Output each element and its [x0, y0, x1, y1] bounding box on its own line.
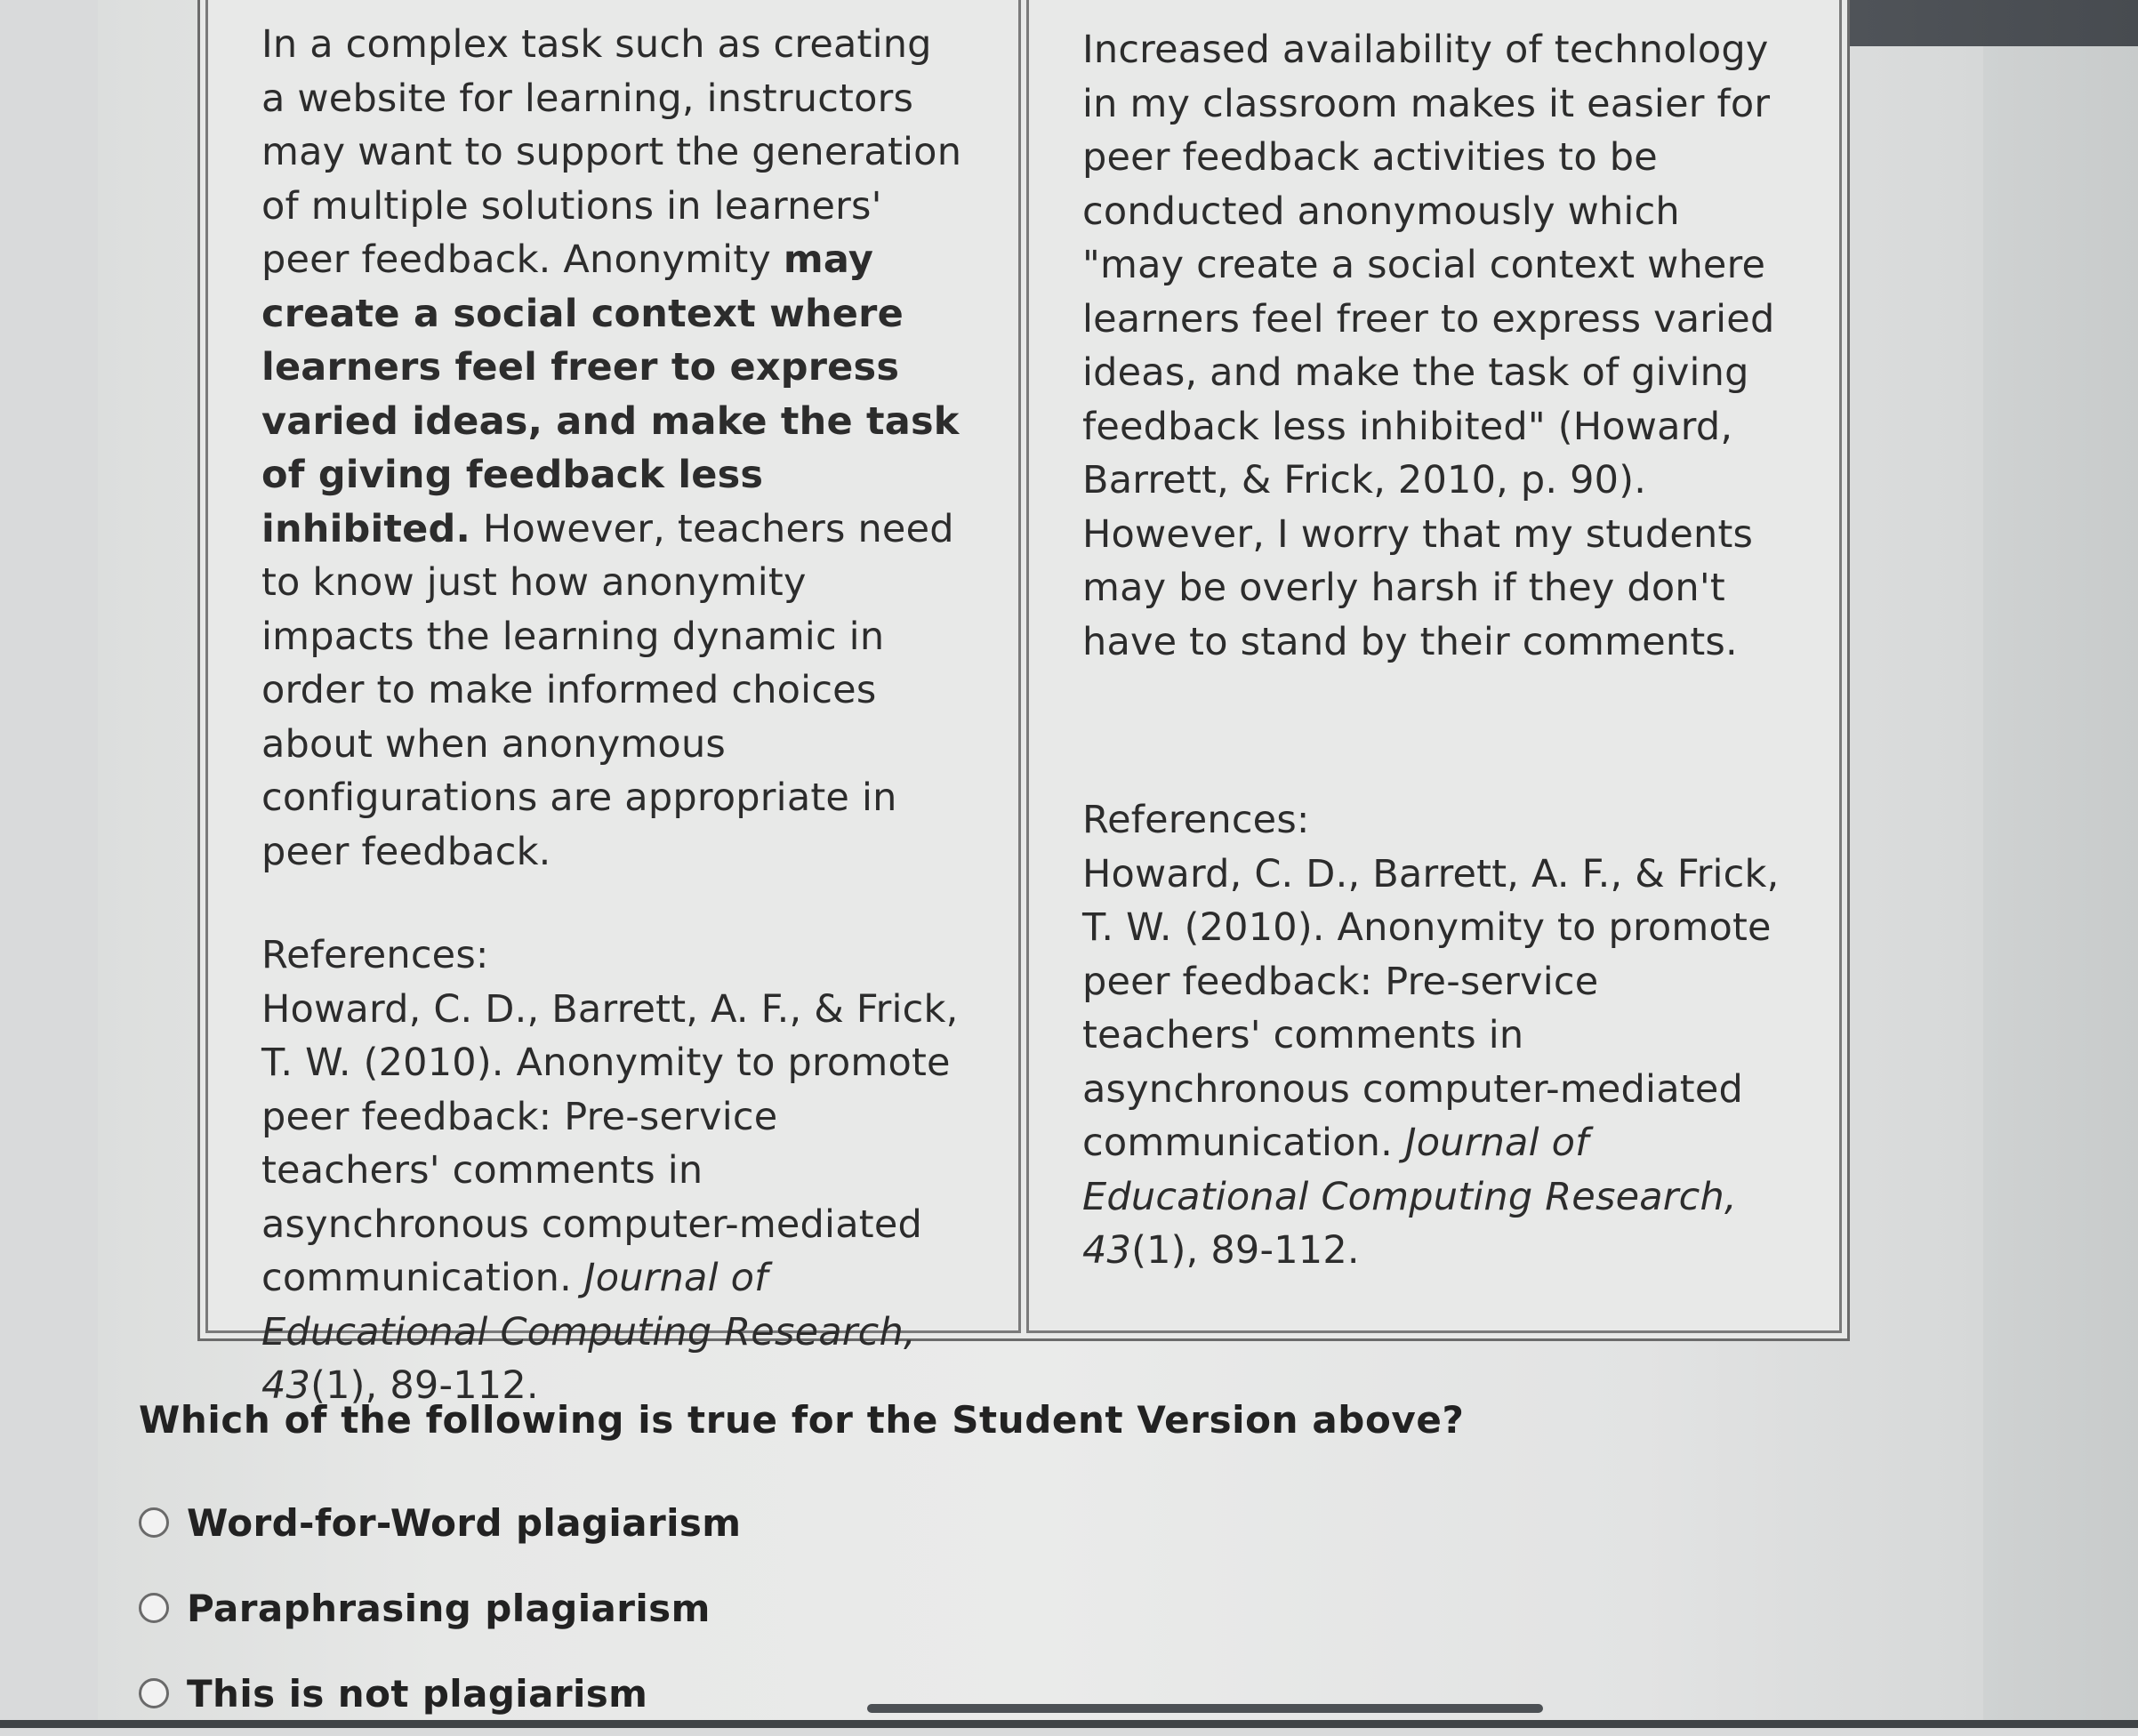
citation-journal: Journal of Educational Computing Research, 43	[261, 1256, 916, 1408]
student-version-text	[261, 18, 965, 879]
student-bold-passage: may create a social context where learners feel freer to express varied ideas, and make the task of giving feedback less inhibited.	[261, 237, 960, 551]
option-word-for-word[interactable]	[139, 1480, 741, 1565]
reference-citation	[261, 983, 965, 1413]
references-heading: References:	[261, 933, 489, 977]
source-references	[1082, 793, 1786, 1278]
screen-edge	[1983, 0, 2138, 1728]
citation-issue: (1), 89-112.	[310, 1363, 539, 1408]
option-label: Word-for-Word plagiarism	[187, 1500, 742, 1545]
source-version-text: Increased availability of technology in my classroom makes it easier for peer feedback activities to be conducted anonymously which "may create a social context where learners feel freer to express varied ideas, and make the task of giving feedback less inhibited" (Howard, Barrett, & Frick, 2010, p. 90). However, I worry that my students may be overly harsh if they don't have to stand by their comments.	[1082, 28, 1775, 664]
radio-button[interactable]	[139, 1593, 169, 1623]
references-heading: References:	[1082, 798, 1310, 842]
scroll-indicator[interactable]	[867, 1704, 1543, 1713]
question-prompt: Which of the following is true for the Student Version above?	[139, 1398, 1465, 1442]
answer-options	[139, 1480, 741, 1736]
option-label: Paraphrasing plagiarism	[187, 1586, 711, 1630]
citation-journal: Journal of Educational Computing Research, 43	[1082, 1121, 1737, 1273]
student-intro: In a complex task such as creating a website for learning, instructors may want to support the generation of multiple solutions in learners' peer feedback. Anonymity	[261, 22, 962, 282]
option-label: This is not plagiarism	[187, 1671, 648, 1716]
source-version-cell	[1026, 0, 1842, 1333]
reference-citation	[1082, 848, 1786, 1278]
student-version-cell	[205, 0, 1021, 1408]
screen-bottom-edge	[0, 1720, 2138, 1728]
citation-authors: Howard, C. D., Barrett, A. F., & Frick, T. W. (2010). Anonymity to promote peer feedback: Pre-service teachers' comments in asynchronous computer-mediated communication.	[261, 986, 959, 1300]
citation-issue: (1), 89-112.	[1131, 1228, 1360, 1273]
student-references	[261, 928, 965, 1413]
comparison-table	[197, 0, 1850, 1408]
student-rest: However, teachers need to know just how anonymity impacts the learning dynamic in order to make informed choices about when anonymous configurations are appropriate in peer feedback.	[261, 506, 954, 874]
option-paraphrasing[interactable]	[139, 1565, 741, 1651]
radio-button[interactable]	[139, 1507, 169, 1538]
radio-button[interactable]	[139, 1678, 169, 1708]
citation-authors: Howard, C. D., Barrett, A. F., & Frick, T. W. (2010). Anonymity to promote peer feedback: Pre-service teachers' comments in asynchronous computer-mediated communication.	[1082, 851, 1780, 1165]
